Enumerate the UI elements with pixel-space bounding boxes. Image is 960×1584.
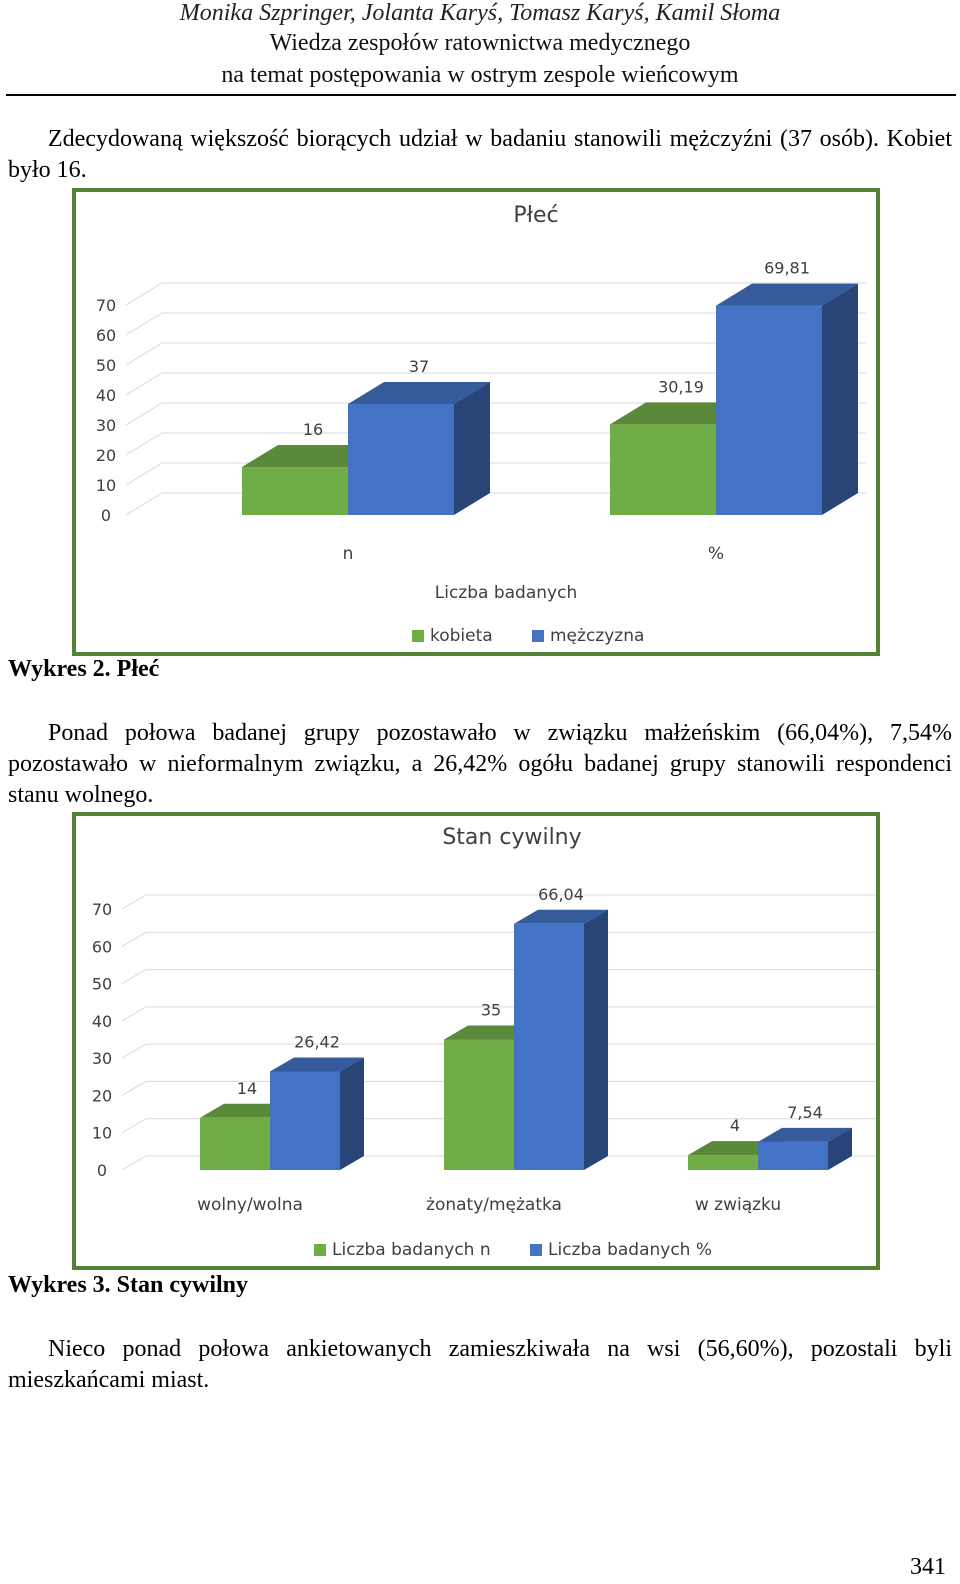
caption-chart-stan-cywilny: Wykres 3. Stan cywilny [8,1272,249,1298]
page-number: 341 [910,1554,946,1580]
gridline-slant [122,932,146,946]
legend-swatch [532,630,544,642]
header-title-line1: Wiedza zespołów ratownictwa medycznego [269,30,691,56]
data-label: 4 [729,1116,741,1136]
gridline-slant [122,895,146,909]
legend-swatch [412,630,424,642]
gridline-slant [126,343,162,365]
bar-blue [716,306,822,515]
bar-green [610,424,716,515]
gridline-slant [126,433,162,455]
y-tick-label: 30 [91,1049,113,1069]
chart-title: Płeć [513,203,559,228]
y-tick-label: 60 [95,326,117,345]
data-label: 35 [480,1000,502,1020]
chart-title: Stan cywilny [442,825,582,850]
header-rule [6,94,956,96]
y-tick-label: 30 [95,416,117,435]
chart-stan-cywilny-svg [76,816,876,1266]
chart-plec [72,188,880,656]
y-tick-label: 50 [95,356,117,375]
gridline-slant [126,403,162,425]
y-tick-label: 10 [95,476,117,495]
gridline-slant [126,493,162,515]
data-label: 66,04 [538,884,584,904]
gridline-slant [122,1044,146,1058]
data-label: 30,19 [658,377,704,397]
legend-label: Liczba badanych n [332,1240,491,1260]
gridline-slant [122,1081,146,1095]
x-category-label: n [342,544,354,564]
y-tick-label: 20 [95,446,117,465]
bar-blue [348,404,454,515]
data-label: 7,54 [787,1102,823,1122]
bar-side-blue [584,910,608,1170]
bar-side-blue [822,284,858,515]
y-tick-label: 40 [95,386,117,405]
caption-chart-plec: Wykres 2. Płeć [8,656,160,682]
y-tick-label: 0 [96,1161,108,1180]
x-category-label: w związku [694,1195,782,1215]
bar-blue [270,1071,340,1170]
x-category-label: % [707,544,725,564]
legend-label: kobieta [430,626,493,646]
y-tick-label: 50 [91,974,113,994]
gridline-slant [126,463,162,485]
bar-green [444,1040,514,1171]
x-category-label: wolny/wolna [197,1195,303,1215]
paragraph-2: Ponad połowa badanej grupy pozostawało w związku małżeńskim (66,04%), 7,54% pozostawało w nieformalnym związku, a 26,42% ogółu badanej grupy stanowili respondenci stanu wolnego. [8,720,952,808]
x-axis-label: Liczba badanych [434,583,578,603]
header-title-line2: na temat postępowania w ostrym zespole wieńcowym [221,62,739,88]
data-label: 14 [236,1078,258,1098]
gridline-slant [122,970,146,984]
paragraph-1: Zdecydowaną większość biorących udział w badaniu stanowili mężczyźni (37 osób). Kobiet było 16. [8,126,952,183]
bar-green [688,1155,758,1170]
gridline-slant [126,283,162,305]
bar-side-blue [340,1057,364,1170]
gridline-slant [126,373,162,395]
legend-label: Liczba badanych % [548,1240,713,1260]
x-category-label: żonaty/mężatka [426,1195,562,1215]
gridline-slant [126,313,162,335]
data-label: 16 [302,420,324,439]
chart-stan-cywilny [72,812,880,1270]
gridline-slant [122,1119,146,1133]
data-label: 26,42 [294,1032,340,1052]
paragraph-3: Nieco ponad połowa ankietowanych zamieszkiwała na wsi (56,60%), pozostali byli mieszkańcami miast. [8,1336,952,1393]
bar-green [242,467,348,515]
y-tick-label: 10 [91,1123,113,1143]
bar-blue [758,1142,828,1170]
y-tick-label: 20 [91,1086,113,1106]
y-tick-label: 0 [100,506,112,525]
legend-label: mężczyzna [550,626,645,646]
legend-swatch [530,1244,542,1256]
header-authors: Monika Szpringer, Jolanta Karyś, Tomasz Karyś, Kamil Słoma [179,0,781,26]
legend-swatch [314,1244,326,1256]
bar-green [200,1118,270,1170]
y-tick-label: 40 [91,1011,113,1031]
gridline-slant [122,1156,146,1170]
bar-blue [514,924,584,1170]
gridline-slant [122,1007,146,1021]
chart-plec-svg [76,192,876,652]
y-tick-label: 60 [91,937,113,957]
data-label: 37 [408,357,430,376]
y-tick-label: 70 [95,296,117,315]
y-tick-label: 70 [91,900,113,919]
data-label: 69,81 [764,258,810,278]
bar-side-blue [454,382,490,515]
